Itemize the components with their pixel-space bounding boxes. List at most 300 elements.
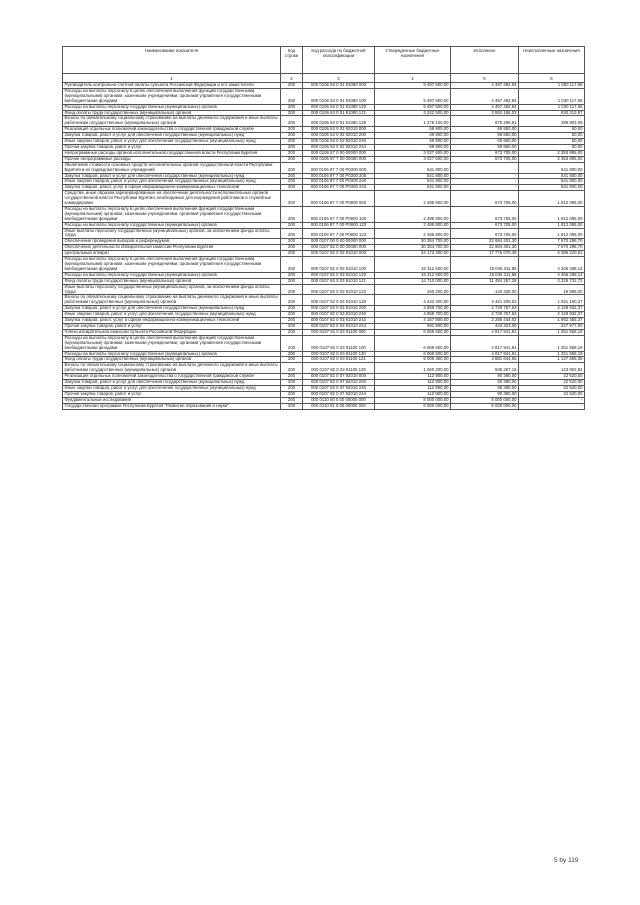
row-approved-amount: 541 800,00 xyxy=(375,173,451,179)
row-budget-code: 000 0107 82 0 03 91010 121 xyxy=(303,278,375,284)
table-row xyxy=(63,391,585,397)
header-budget-code: Код расхода по бюджетной классификации xyxy=(303,47,375,74)
row-line-code: 200 xyxy=(281,206,303,222)
row-approved-amount: 6 069 500,00 xyxy=(375,329,451,335)
row-unexecuted-amount: 541 800,00 xyxy=(519,173,585,179)
table-row xyxy=(63,403,585,409)
row-indicator-name: Средства, иные образом зарезервированные на обеспечение деятельности исполнительных органов государственной власти Республики Бурятия, необходимые для награждения работников и служебные командировки xyxy=(63,191,281,207)
row-unexecuted-amount: - xyxy=(519,403,585,409)
budget-execution-table xyxy=(62,46,585,410)
column-number: 6 xyxy=(519,74,585,83)
row-approved-amount: 4 167 800,00 xyxy=(375,318,451,324)
row-indicator-name: Члены избирательной комиссии субъекта Российской Федерации xyxy=(63,329,281,335)
row-unexecuted-amount: 1 021 190,37 xyxy=(519,295,585,306)
row-budget-code: 000 0110 01 0 00 00000 000 xyxy=(303,403,375,409)
row-unexecuted-amount: 2 129 932,37 xyxy=(519,306,585,312)
row-unexecuted-amount: 6 396 220,51 xyxy=(519,251,585,257)
row-approved-amount: 4 442 400,00 xyxy=(375,295,451,306)
row-unexecuted-amount: 123 902,84 xyxy=(519,363,585,374)
row-approved-amount: 6 069 500,00 xyxy=(375,351,451,357)
row-unexecuted-amount: 50,00 xyxy=(519,127,585,133)
row-indicator-name: Расходы на выплаты персоналу в целях обеспечения выполнения функций государственными (муниципальными) органами, казенными учреждениями, органами управления государственными внебюджетными фондами xyxy=(63,257,281,273)
row-indicator-name: Фонд оплаты труда государственных (муниципальных) органов xyxy=(63,110,281,116)
row-budget-code: 000 0107 82 0 03 91100 120 xyxy=(303,351,375,357)
row-executed-amount: - xyxy=(451,162,519,173)
row-executed-amount: - xyxy=(451,185,519,191)
row-unexecuted-amount: 2 353 895,00 xyxy=(519,150,585,156)
row-indicator-name: Фонд оплаты труда государственных (муниципальных) органов xyxy=(63,278,281,284)
row-indicator-name: Расходы на выплаты персоналу в целях обеспечения выполнения функций государственными (муниципальными) органами, казенными учреждениями, органами управления государственными внебюджетными фондами xyxy=(63,335,281,351)
row-executed-amount: 90 380,00 xyxy=(451,391,519,397)
row-unexecuted-amount: 1 030 117,06 xyxy=(519,104,585,110)
row-budget-code: 000 0107 82 0 03 91010 100 xyxy=(303,257,375,273)
table-row xyxy=(63,363,585,374)
row-indicator-name: Прочая закупка товаров, работ и услуг xyxy=(63,323,281,329)
row-executed-amount: 444 323,00 xyxy=(451,323,519,329)
row-budget-code: 000 0107 82 0 03 91010 120 xyxy=(303,272,375,278)
row-indicator-name: Закупка товаров, работ и услуг для обеспечения государственных (муниципальных) нужд xyxy=(63,306,281,312)
row-budget-code: 000 0107 82 0 03 91010 000 xyxy=(303,251,375,257)
row-unexecuted-amount: 19 865,00 xyxy=(519,284,585,295)
table-row xyxy=(63,104,585,110)
row-approved-amount: 160 200,00 xyxy=(375,284,451,295)
column-number: 2 xyxy=(281,74,303,83)
row-approved-amount: 24 173 300,00 xyxy=(375,251,451,257)
row-indicator-name: Фонд оплаты труда государственных (муниципальных) органов xyxy=(63,357,281,363)
row-executed-amount: 673 705,00 xyxy=(451,156,519,162)
row-approved-amount: 112 900,00 xyxy=(375,385,451,391)
row-executed-amount: 15 046 311,86 xyxy=(451,272,519,278)
row-approved-amount: 2 485 800,00 xyxy=(375,191,451,207)
row-unexecuted-amount: 50,00 xyxy=(519,139,585,145)
row-line-code: 200 xyxy=(281,239,303,245)
row-approved-amount: 30 354 700,00 xyxy=(375,245,451,251)
row-budget-code: 000 0106 63 0 01 91080 000 xyxy=(303,83,375,89)
row-line-code: 200 xyxy=(281,357,303,363)
row-line-code: 200 xyxy=(281,191,303,207)
row-executed-amount: 69 850,00 xyxy=(451,133,519,139)
row-line-code: 200 xyxy=(281,380,303,386)
row-unexecuted-amount: 541 800,00 xyxy=(519,179,585,185)
table-row xyxy=(63,228,585,239)
table-row xyxy=(63,335,585,351)
table-body xyxy=(63,83,585,410)
row-line-code: 200 xyxy=(281,363,303,374)
row-budget-code: 000 0106 87 0 00 00000 000 xyxy=(303,150,375,156)
row-indicator-name: Закупка товаров, работ и услуг для обеспечения государственных (муниципальных) нужд xyxy=(63,380,281,386)
row-line-code: 200 xyxy=(281,312,303,318)
row-executed-amount: 673 705,00 xyxy=(451,150,519,156)
row-budget-code: 000 0107 82 0 07 92010 240 xyxy=(303,385,375,391)
row-line-code: 200 xyxy=(281,245,303,251)
row-line-code: 200 xyxy=(281,318,303,324)
row-line-code: 200 xyxy=(281,156,303,162)
row-line-code: 200 xyxy=(281,351,303,357)
row-indicator-name: Расходы на выплаты персоналу в целях обеспечения выполнения функций государственными (муниципальными) органами, казенными учреждениями, органами управления государственными внебюджетными фондами xyxy=(63,88,281,104)
row-line-code: 200 xyxy=(281,335,303,351)
table-row xyxy=(63,284,585,295)
row-executed-amount: 4 467 482,94 xyxy=(451,88,519,104)
row-unexecuted-amount: 247 577,00 xyxy=(519,323,585,329)
row-unexecuted-amount: 541 800,00 xyxy=(519,162,585,173)
table-row xyxy=(63,191,585,207)
row-line-code: 200 xyxy=(281,133,303,139)
row-line-code: 200 xyxy=(281,88,303,104)
row-indicator-name: Иные закупки товаров, работ и услуг для обеспечения государственных (муниципальных) нужд xyxy=(63,385,281,391)
row-approved-amount: 5 497 600,00 xyxy=(375,88,451,104)
row-indicator-name: Закупка товаров, работ и услуг для обеспечения государственных (муниципальных) нужд xyxy=(63,133,281,139)
row-approved-amount: 2 485 800,00 xyxy=(375,222,451,228)
row-unexecuted-amount: 50,00 xyxy=(519,144,585,150)
row-executed-amount: 4 817 941,81 xyxy=(451,335,519,351)
row-executed-amount: 673 705,00 xyxy=(451,222,519,228)
row-line-code: 200 xyxy=(281,272,303,278)
row-unexecuted-amount: 4 266 288,14 xyxy=(519,257,585,273)
row-budget-code: 000 0106 63 0 02 92010 240 xyxy=(303,139,375,145)
row-approved-amount: 541 800,00 xyxy=(375,162,451,173)
row-executed-amount: 6 000 000,00 xyxy=(451,403,519,409)
row-budget-code: 000 0106 63 0 01 91080 129 xyxy=(303,116,375,127)
row-approved-amount: 6 000 000,00 xyxy=(375,403,451,409)
row-budget-code: 000 0106 87 7 00 P0300 000 xyxy=(303,162,375,173)
row-approved-amount: 1 060 200,00 xyxy=(375,363,451,374)
row-approved-amount: 691 900,00 xyxy=(375,323,451,329)
column-number: 1 xyxy=(63,74,281,83)
row-line-code: 200 xyxy=(281,228,303,239)
row-indicator-name: Прочая закупка товаров, работ и услуг xyxy=(63,391,281,397)
row-executed-amount: 673 705,00 xyxy=(451,191,519,207)
header-line-code: Код строки xyxy=(281,47,303,74)
row-executed-amount: 8 000 000,00 xyxy=(451,397,519,403)
row-executed-amount: 4 817 941,81 xyxy=(451,351,519,357)
table-row xyxy=(63,357,585,363)
row-indicator-name: Закупка товаров, работ и услуг для обеспечения государственных (муниципальных) нужд xyxy=(63,173,281,179)
row-indicator-name: Закупка товаров, работ, услуг в сфере информационно-коммуникационных технологий xyxy=(63,318,281,324)
row-unexecuted-amount: 2 353 895,00 xyxy=(519,156,585,162)
row-line-code: 200 xyxy=(281,222,303,228)
row-indicator-name: Государственная программа Республики Бурятия "Развитие образования и науки" xyxy=(63,403,281,409)
row-approved-amount: 2 485 800,00 xyxy=(375,228,451,239)
header-unexecuted: Неисполненные назначения xyxy=(519,47,585,74)
row-approved-amount: 19 312 600,00 xyxy=(375,257,451,273)
column-number: 5 xyxy=(451,74,519,83)
row-executed-amount: 2 729 767,63 xyxy=(451,312,519,318)
row-indicator-name: Иные закупки товаров, работ и услуг для обеспечения государственных (муниципальных) нужд xyxy=(63,312,281,318)
row-line-code: 200 xyxy=(281,162,303,173)
row-approved-amount: 4 859 700,00 xyxy=(375,312,451,318)
row-indicator-name: Расходы на выплаты персоналу в целях обеспечения выполнения функций государственными (муниципальными) органами, казенными учреждениями, органами управления государственными внебюджетными фондами xyxy=(63,206,281,222)
table-row xyxy=(63,162,585,173)
row-unexecuted-amount: 541 800,00 xyxy=(519,185,585,191)
row-indicator-name: Взносы по обязательному социальному страхованию на выплаты денежного содержания и иные выплаты работникам государственных (муниципальных) органов xyxy=(63,363,281,374)
row-unexecuted-amount: 22 520,00 xyxy=(519,380,585,386)
row-indicator-name: Взносы по обязательному социальному страхованию на выплаты денежного содержания и иные выплаты работникам государственных (муниципальных) органов xyxy=(63,116,281,127)
row-line-code: 200 xyxy=(281,185,303,191)
table-row xyxy=(63,239,585,245)
row-approved-amount: 69 900,00 xyxy=(375,144,451,150)
row-approved-amount: 541 800,00 xyxy=(375,179,451,185)
row-line-code: 200 xyxy=(281,295,303,306)
row-unexecuted-amount: 1 812 095,00 xyxy=(519,191,585,207)
table-row xyxy=(63,374,585,380)
row-budget-code: 000 0106 63 0 01 91080 100 xyxy=(303,88,375,104)
row-indicator-name: Руководитель контрольно-счетной палаты субъекта Российской Федерации и его заместители xyxy=(63,83,281,89)
row-budget-code: 000 0106 87 7 00 P0900 000 xyxy=(303,191,375,207)
row-budget-code: 000 0107 82 0 00 00000 000 xyxy=(303,245,375,251)
row-approved-amount: 69 900,00 xyxy=(375,133,451,139)
table-row xyxy=(63,257,585,273)
row-approved-amount: 5 497 600,00 xyxy=(375,83,451,89)
row-unexecuted-amount: 2 129 932,37 xyxy=(519,312,585,318)
row-indicator-name: Фундаментальные исследования xyxy=(63,397,281,403)
row-approved-amount: 3 027 600,00 xyxy=(375,156,451,162)
table-row xyxy=(63,318,585,324)
row-approved-amount: 112 900,00 xyxy=(375,391,451,397)
row-budget-code: 000 0107 82 0 03 91100 121 xyxy=(303,357,375,363)
row-indicator-name: Расходы на выплаты персоналу государственных (муниципальных) органов xyxy=(63,351,281,357)
row-unexecuted-amount: 1 812 095,00 xyxy=(519,222,585,228)
row-unexecuted-amount: 630 313,97 xyxy=(519,110,585,116)
row-executed-amount: 2 285 444,02 xyxy=(451,318,519,324)
row-budget-code: 000 0107 82 0 07 92010 000 xyxy=(303,374,375,380)
row-budget-code: 000 0107 82 0 03 91010 129 xyxy=(303,295,375,306)
row-unexecuted-amount: 50,00 xyxy=(519,133,585,139)
budget-report-page xyxy=(62,46,584,410)
row-unexecuted-amount: 1 127 655,35 xyxy=(519,357,585,363)
row-indicator-name: Прочие непрограммные расходы xyxy=(63,156,281,162)
row-line-code: 200 xyxy=(281,110,303,116)
row-indicator-name: Закупка товаров, работ, услуг в сфере информационно-коммуникационных технологий xyxy=(63,185,281,191)
row-indicator-name: Центральный аппарат xyxy=(63,251,281,257)
table-row xyxy=(63,127,585,133)
row-line-code: 200 xyxy=(281,127,303,133)
row-line-code: 200 xyxy=(281,397,303,403)
row-approved-amount: 1 275 100,00 xyxy=(375,116,451,127)
row-unexecuted-amount: 1 050 117,06 xyxy=(519,83,585,89)
row-line-code: 200 xyxy=(281,104,303,110)
row-budget-code: 000 0106 87 7 00 P0900 100 xyxy=(303,206,375,222)
row-approved-amount: 69 900,00 xyxy=(375,127,451,133)
table-row xyxy=(63,323,585,329)
row-approved-amount: 30 354 700,00 xyxy=(375,239,451,245)
row-approved-amount: 4 859 700,00 xyxy=(375,306,451,312)
table-row xyxy=(63,272,585,278)
row-indicator-name: Иные выплаты персоналу государственных (муниципальных) органов, за исключением фонда оплаты труда xyxy=(63,284,281,295)
row-budget-code: 000 0106 87 7 00 P0300 240 xyxy=(303,179,375,185)
column-number: 3 xyxy=(303,74,375,83)
row-executed-amount: 90 380,00 xyxy=(451,380,519,386)
row-budget-code: 000 0106 87 7 00 00000 000 xyxy=(303,156,375,162)
table-row xyxy=(63,312,585,318)
row-indicator-name: Реализация отдельных полномочий законодательства о государственной гражданской службе xyxy=(63,374,281,380)
row-line-code: 200 xyxy=(281,323,303,329)
row-unexecuted-amount: 22 520,00 xyxy=(519,385,585,391)
row-executed-amount: - xyxy=(451,179,519,185)
table-row xyxy=(63,83,585,89)
row-unexecuted-amount: 22 520,00 xyxy=(519,374,585,380)
row-budget-code: 000 0106 63 0 02 92010 200 xyxy=(303,133,375,139)
row-indicator-name: Увеличение стоимости основных средств исполнительных органов государственной власти Республики Бурятия и их подведомственных учреждений xyxy=(63,162,281,173)
row-unexecuted-amount: 7 670 298,70 xyxy=(519,239,585,245)
row-approved-amount: 541 800,00 xyxy=(375,185,451,191)
row-budget-code: 000 0107 00 0 00 00000 000 xyxy=(303,239,375,245)
table-row xyxy=(63,306,585,312)
row-executed-amount: 3 421 209,63 xyxy=(451,295,519,306)
table-row xyxy=(63,88,585,104)
row-executed-amount: 69 850,00 xyxy=(451,144,519,150)
row-indicator-name: Прочая закупка товаров, работ и услуг xyxy=(63,144,281,150)
table-row xyxy=(63,380,585,386)
row-approved-amount: 5 009 300,00 xyxy=(375,357,451,363)
row-indicator-name: Иные выплаты персоналу государственных (муниципальных) органов, за исключением фонда оплаты труда xyxy=(63,228,281,239)
row-executed-amount: 673 705,00 xyxy=(451,206,519,222)
table-row xyxy=(63,144,585,150)
row-approved-amount: 112 900,00 xyxy=(375,374,451,380)
table-row xyxy=(63,278,585,284)
row-line-code: 200 xyxy=(281,329,303,335)
row-indicator-name: Иные закупки товаров, работ и услуг для обеспечения государственных (муниципальных) нужд xyxy=(63,139,281,145)
row-unexecuted-amount: 22 520,00 xyxy=(519,391,585,397)
row-line-code: 200 xyxy=(281,139,303,145)
row-unexecuted-amount: 7 670 298,70 xyxy=(519,245,585,251)
row-executed-amount: 15 046 311,86 xyxy=(451,257,519,273)
row-unexecuted-amount: 399 803,09 xyxy=(519,116,585,127)
row-line-code: 200 xyxy=(281,278,303,284)
row-line-code: 200 xyxy=(281,374,303,380)
table-row xyxy=(63,329,585,335)
header-indicator-name: Наименование показателя xyxy=(63,47,281,74)
row-line-code: 200 xyxy=(281,306,303,312)
row-approved-amount: 3 027 600,00 xyxy=(375,150,451,156)
row-indicator-name: Обеспечение проведения выборов и референдумов xyxy=(63,239,281,245)
table-row xyxy=(63,110,585,116)
row-indicator-name: Расходы на выплаты персоналу государственных (муниципальных) органов xyxy=(63,104,281,110)
row-approved-amount: 69 900,00 xyxy=(375,139,451,145)
header-executed: Исполнено xyxy=(451,47,519,74)
row-line-code: 200 xyxy=(281,257,303,273)
row-budget-code: 000 0106 87 7 00 P0900 120 xyxy=(303,222,375,228)
row-approved-amount: 5 497 600,00 xyxy=(375,104,451,110)
row-budget-code: 000 0106 63 0 02 92010 000 xyxy=(303,127,375,133)
row-indicator-name: Непрограммные расходы органов исполнительной государственной власти Республики Бурятия xyxy=(63,150,281,156)
row-budget-code: 000 0106 87 7 00 P0300 200 xyxy=(303,173,375,179)
row-line-code: 200 xyxy=(281,251,303,257)
row-budget-code: 000 0106 87 7 00 P0300 242 xyxy=(303,185,375,191)
row-approved-amount: 112 900,00 xyxy=(375,380,451,386)
row-line-code: 200 xyxy=(281,173,303,179)
row-line-code: 200 xyxy=(281,150,303,156)
row-line-code: 200 xyxy=(281,116,303,127)
column-number: 4 xyxy=(375,74,451,83)
row-budget-code: 000 0107 82 0 03 91010 122 xyxy=(303,284,375,295)
row-approved-amount: 2 485 800,00 xyxy=(375,206,451,222)
row-line-code: 200 xyxy=(281,144,303,150)
row-executed-amount: 17 776 079,49 xyxy=(451,251,519,257)
row-executed-amount: 22 684 401,30 xyxy=(451,245,519,251)
row-budget-code: 000 0106 63 0 01 91080 121 xyxy=(303,110,375,116)
row-approved-amount: 6 069 500,00 xyxy=(375,335,451,351)
row-unexecuted-amount: 4 266 288,14 xyxy=(519,272,585,278)
table-row xyxy=(63,139,585,145)
row-budget-code: 000 0107 82 0 07 92010 200 xyxy=(303,380,375,386)
row-executed-amount: 4 487 482,94 xyxy=(451,83,519,89)
table-row xyxy=(63,206,585,222)
table-row xyxy=(63,385,585,391)
row-unexecuted-amount: 1 251 558,19 xyxy=(519,351,585,357)
row-unexecuted-amount: 1 030 117,06 xyxy=(519,88,585,104)
row-unexecuted-amount: 1 812 095,00 xyxy=(519,228,585,239)
table-row xyxy=(63,245,585,251)
row-budget-code: 000 0106 87 7 00 P0900 122 xyxy=(303,228,375,239)
table-row xyxy=(63,222,585,228)
row-executed-amount: 936 297,16 xyxy=(451,363,519,374)
row-budget-code: 000 0107 82 0 03 91010 242 xyxy=(303,318,375,324)
row-line-code: 200 xyxy=(281,391,303,397)
row-executed-amount: 4 817 941,81 xyxy=(451,329,519,335)
row-line-code: 200 xyxy=(281,385,303,391)
row-executed-amount: 673 705,00 xyxy=(451,228,519,239)
table-header-row xyxy=(63,47,585,74)
table-row xyxy=(63,133,585,139)
row-indicator-name: Взносы по обязательному социальному страхованию на выплаты денежного содержания и иные выплаты работникам государственных (муниципальных) органов xyxy=(63,295,281,306)
row-line-code: 200 xyxy=(281,403,303,409)
table-row xyxy=(63,116,585,127)
page-number: 5 by 119 xyxy=(554,857,579,864)
row-indicator-name: Иные закупки товаров, работ и услуг для обеспечения государственных (муниципальных) нужд xyxy=(63,179,281,185)
column-number-row xyxy=(63,74,585,83)
row-approved-amount: 4 222 500,00 xyxy=(375,110,451,116)
row-executed-amount: 22 684 401,30 xyxy=(451,239,519,245)
row-approved-amount: 14 710 000,00 xyxy=(375,278,451,284)
row-approved-amount: 8 000 000,00 xyxy=(375,397,451,403)
row-indicator-name: Расходы на выплаты персоналу государственных (муниципальных) органов xyxy=(63,222,281,228)
row-executed-amount: 2 729 767,63 xyxy=(451,306,519,312)
row-unexecuted-amount: - xyxy=(519,397,585,403)
row-indicator-name: Реализация отдельных полномочий законодательства о государственной гражданской службе xyxy=(63,127,281,133)
row-line-code: 200 xyxy=(281,179,303,185)
row-indicator-name: Обеспечение деятельности Избирательной комиссии Республики Бурятия xyxy=(63,245,281,251)
row-executed-amount: 90 380,00 xyxy=(451,374,519,380)
row-budget-code: 000 0107 82 0 03 91010 244 xyxy=(303,323,375,329)
row-budget-code: 000 0106 63 0 02 92010 244 xyxy=(303,144,375,150)
row-executed-amount: 90 380,00 xyxy=(451,385,519,391)
row-budget-code: 000 0110 00 0 00 00000 000 xyxy=(303,397,375,403)
row-unexecuted-amount: 1 882 355,37 xyxy=(519,318,585,324)
row-unexecuted-amount: 1 251 558,19 xyxy=(519,329,585,335)
header-approved: Утвержденные бюджетные назначения xyxy=(375,47,451,74)
table-row xyxy=(63,150,585,156)
row-unexecuted-amount: 3 225 732,72 xyxy=(519,278,585,284)
row-unexecuted-amount: 1 251 558,19 xyxy=(519,335,585,351)
row-budget-code: 000 0107 82 0 07 92010 244 xyxy=(303,391,375,397)
row-executed-amount: 69 850,00 xyxy=(451,127,519,133)
row-budget-code: 000 0106 63 0 01 91080 120 xyxy=(303,104,375,110)
table-row xyxy=(63,351,585,357)
row-budget-code: 000 0107 82 0 03 91010 240 xyxy=(303,312,375,318)
row-budget-code: 000 0107 82 0 03 91100 100 xyxy=(303,335,375,351)
row-executed-amount: - xyxy=(451,173,519,179)
row-budget-code: 000 0107 82 0 03 91010 200 xyxy=(303,306,375,312)
row-executed-amount: 4 467 482,94 xyxy=(451,104,519,110)
row-approved-amount: 19 312 600,00 xyxy=(375,272,451,278)
row-line-code: 200 xyxy=(281,83,303,89)
row-executed-amount: 875 296,91 xyxy=(451,116,519,127)
row-line-code: 200 xyxy=(281,284,303,295)
row-unexecuted-amount: 1 812 095,00 xyxy=(519,206,585,222)
table-row xyxy=(63,295,585,306)
row-executed-amount: 69 850,00 xyxy=(451,139,519,145)
row-budget-code: 000 0107 82 0 03 91100 000 xyxy=(303,329,375,335)
